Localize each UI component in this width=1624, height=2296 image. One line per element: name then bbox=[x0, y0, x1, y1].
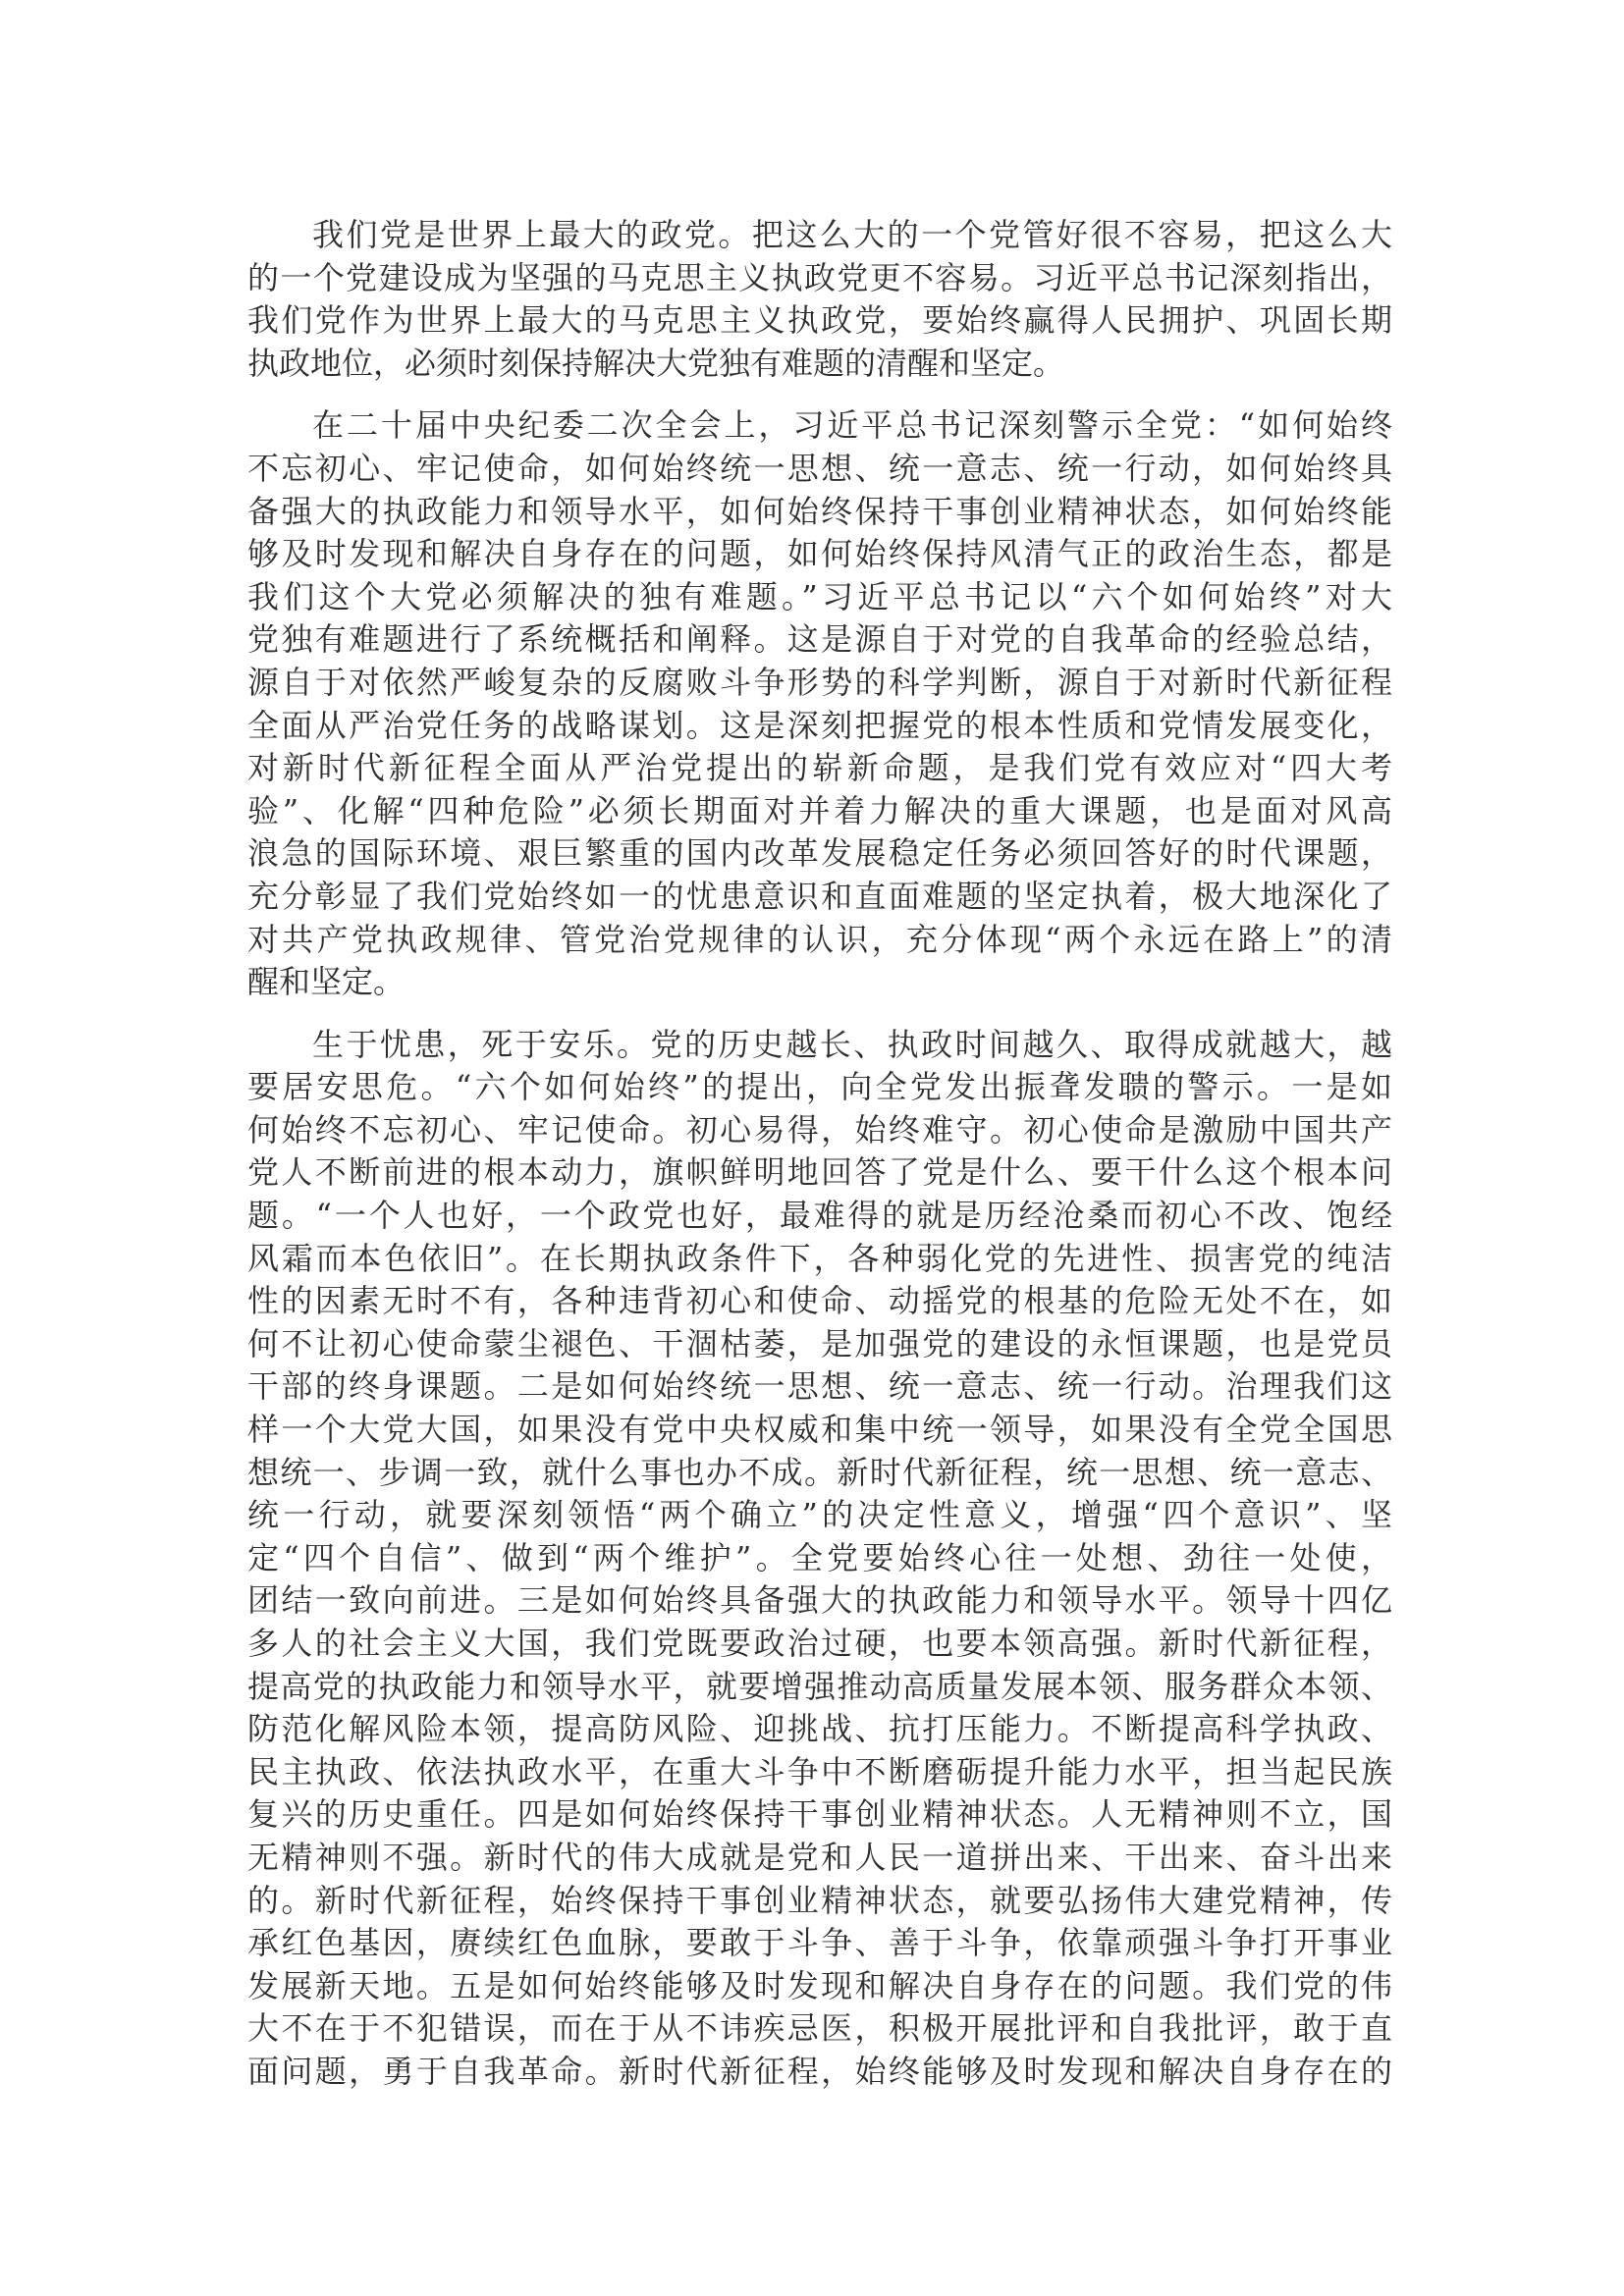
text-line: 民主执政、依法执政水平，在重大斗争中不断磨砺提升能力水平，担当起民族 bbox=[247, 1752, 1392, 1790]
paragraph bbox=[247, 404, 1392, 1003]
text-line: 定“四个自信”、做到“两个维护”。全党要始终心往一处想、劲往一处使， bbox=[247, 1538, 1392, 1576]
text-line: 何始终不忘初心、牢记使命。初心易得，始终难守。初心使命是激励中国共产 bbox=[247, 1110, 1392, 1148]
text-line: 想统一、步调一致，就什么事也办不成。新时代新征程，统一思想、统一意志、 bbox=[247, 1453, 1392, 1491]
text-line: 何不让初心使命蒙尘褪色、干涸枯萎，是加强党的建设的永恒课题，也是党员 bbox=[247, 1324, 1392, 1362]
text-line: 无精神则不强。新时代的伟大成就是党和人民一道拼出来、干出来、奋斗出来 bbox=[247, 1838, 1392, 1876]
text-line: 性的因素无时不有，各种违背初心和使命、动摇党的根基的危险无处不在，如 bbox=[247, 1282, 1392, 1320]
text-line: 验”、化解“四种危险”必须长期面对并着力解决的重大课题，也是面对风高 bbox=[247, 791, 1392, 829]
text-line: 执政地位，必须时刻保持解决大党独有难题的清醒和坚定。 bbox=[247, 344, 1065, 382]
text-line: 我们这个大党必须解决的独有难题。”习近平总书记以“六个如何始终”对大 bbox=[247, 577, 1392, 615]
text-line: 在二十届中央纪委二次全会上，习近平总书记深刻警示全党：“如何始终 bbox=[312, 406, 1392, 445]
text-line: 面问题，勇于自我革命。新时代新征程，始终能够及时发现和解决自身存在的 bbox=[247, 2052, 1392, 2090]
text-line: 要居安思危。“六个如何始终”的提出，向全党发出振聋发聩的警示。一是如 bbox=[247, 1068, 1392, 1106]
text-line: 的。新时代新征程，始终保持干事创业精神状态，就要弘扬伟大建党精神，传 bbox=[247, 1881, 1392, 1919]
text-line: 多人的社会主义大国，我们党既要政治过硬，也要本领高强。新时代新征程， bbox=[247, 1625, 1392, 1662]
paragraph bbox=[247, 1024, 1392, 2094]
document-body bbox=[247, 214, 1392, 2113]
text-line: 干部的终身课题。二是如何始终统一思想、统一意志、统一行动。治理我们这 bbox=[247, 1367, 1392, 1406]
text-line: 团结一致向前进。三是如何始终具备强大的执政能力和领导水平。领导十四亿 bbox=[247, 1581, 1392, 1620]
text-line: 防范化解风险本领，提高防风险、迎挑战、抗打压能力。不断提高科学执政、 bbox=[247, 1710, 1392, 1748]
text-line: 的一个党建设成为坚强的马克思主义执政党更不容易。习近平总书记深刻指出， bbox=[247, 258, 1392, 296]
text-line: 提高党的执政能力和领导水平，就要增强推动高质量发展本领、服务群众本领、 bbox=[247, 1667, 1392, 1705]
text-line: 全面从严治党任务的战略谋划。这是深刻把握党的根本性质和党情发展变化， bbox=[247, 706, 1392, 744]
text-line: 复兴的历史重任。四是如何始终保持干事创业精神状态。人无精神则不立，国 bbox=[247, 1795, 1392, 1834]
text-line: 我们党作为世界上最大的马克思主义执政党，要始终赢得人民拥护、巩固长期 bbox=[247, 301, 1392, 340]
text-line: 我们党是世界上最大的政党。把这么大的一个党管好很不容易，把这么大 bbox=[312, 216, 1392, 253]
text-line: 发展新天地。五是如何始终能够及时发现和解决自身存在的问题。我们党的伟 bbox=[247, 1966, 1392, 2004]
text-line: 醒和坚定。 bbox=[247, 963, 406, 1001]
text-line: 浪急的国际环境、艰巨繁重的国内改革发展稳定任务必须回答好的时代课题， bbox=[247, 834, 1392, 873]
paragraph bbox=[247, 214, 1392, 385]
text-line: 样一个大党大国，如果没有党中央权威和集中统一领导，如果没有全党全国思 bbox=[247, 1411, 1392, 1449]
text-line: 够及时发现和解决自身存在的问题，如何始终保持风清气正的政治生态，都是 bbox=[247, 535, 1392, 573]
text-line: 对共产党执政规律、管党治党规律的认识，充分体现“两个永远在路上”的清 bbox=[247, 920, 1392, 958]
text-line: 党人不断前进的根本动力，旗帜鲜明地回答了党是什么、要干什么这个根本问 bbox=[247, 1153, 1392, 1192]
text-line: 生于忧患，死于安乐。党的历史越长、执政时间越久、取得成就越大，越 bbox=[312, 1025, 1392, 1063]
text-line: 承红色基因，赓续红色血脉，要敢于斗争、善于斗争，依靠顽强斗争打开事业 bbox=[247, 1924, 1392, 1962]
text-line: 党独有难题进行了系统概括和阐释。这是源自于对党的自我革命的经验总结， bbox=[247, 620, 1392, 659]
text-line: 大不在于不犯错误，而在于从不讳疾忌医，积极开展批评和自我批评，敢于直 bbox=[247, 2009, 1392, 2048]
text-line: 源自于对依然严峻复杂的反腐败斗争形势的科学判断，源自于对新时代新征程 bbox=[247, 663, 1392, 701]
text-line: 充分彰显了我们党始终如一的忧患意识和直面难题的坚定执着，极大地深化了 bbox=[247, 877, 1392, 915]
text-line: 风霜而本色依旧”。在长期执政条件下，各种弱化党的先进性、损害党的纯洁 bbox=[247, 1239, 1392, 1277]
text-line: 不忘初心、牢记使命，如何始终统一思想、统一意志、统一行动，如何始终具 bbox=[247, 449, 1392, 487]
text-line: 统一行动，就要深刻领悟“两个确立”的决定性意义，增强“四个意识”、坚 bbox=[247, 1496, 1392, 1534]
text-line: 题。“一个人也好，一个政党也好，最难得的就是历经沧桑而初心不改、饱经 bbox=[247, 1197, 1392, 1235]
text-line: 对新时代新征程全面从严治党提出的崭新命题，是我们党有效应对“四大考 bbox=[247, 749, 1392, 787]
text-line: 备强大的执政能力和领导水平，如何始终保持干事创业精神状态，如何始终能 bbox=[247, 492, 1392, 530]
